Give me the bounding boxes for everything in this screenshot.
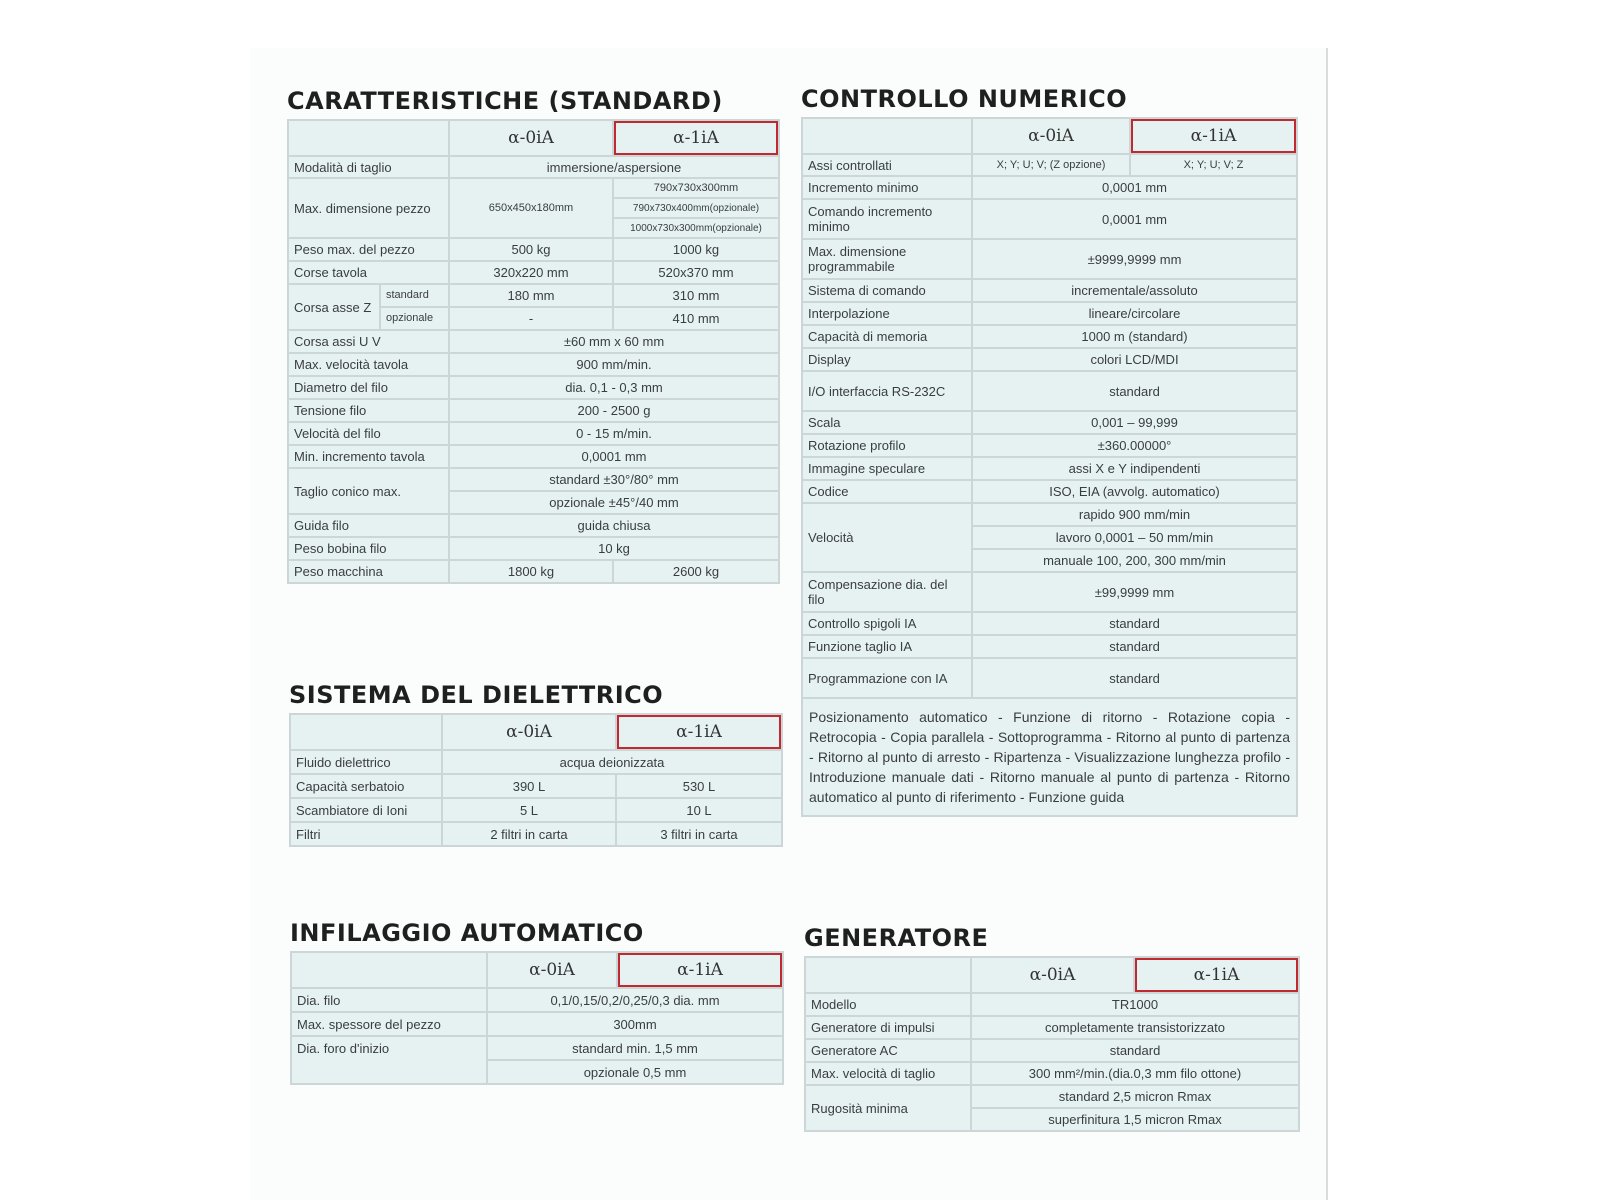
- row-value: ±99,9999 mm: [972, 572, 1297, 612]
- row-label: Max. dimensione programmabile: [802, 239, 972, 279]
- row-label: Diametro del filo: [288, 376, 449, 399]
- cell-model-b: 1000 kg: [613, 238, 779, 261]
- header-model-a: α-0iA: [442, 714, 616, 750]
- row-value: dia. 0,1 - 0,3 mm: [449, 376, 779, 399]
- row-sublabel: standard: [380, 284, 449, 307]
- row-sublabel: opzionale: [380, 307, 449, 330]
- cell-model-a: 180 mm: [449, 284, 613, 307]
- row-value: 0,0001 mm: [449, 445, 779, 468]
- row-label: Max. velocità di taglio: [805, 1062, 971, 1085]
- row-value: standard 2,5 micron Rmax: [971, 1085, 1299, 1108]
- features-note: Posizionamento automatico - Funzione di ritorno - Rotazione copia - Retrocopia - Copia parallela - Sottoprogramma - Ritorno al punto di partenza - Ritorno al punto di arresto - Ripartenza - Visualizzazione lunghezza profilo - Introduzione manuale dati - Ritorno manuale al punto di partenza - Ritorno automatico al punto di riferimento - Funzione guida: [802, 698, 1297, 816]
- cell-model-a: 500 kg: [449, 238, 613, 261]
- header-model-b-highlighted: α-1iA: [1134, 957, 1299, 993]
- cell-model-b: 530 L: [616, 774, 782, 798]
- row-value: 300 mm²/min.(dia.0,3 mm filo ottone): [971, 1062, 1299, 1085]
- page-edge-shadow: [1326, 48, 1328, 1200]
- section-infilaggio: [290, 918, 784, 1085]
- section-generatore: [804, 923, 1300, 1132]
- row-label: Velocità: [802, 503, 972, 572]
- row-label: Corsa assi U V: [288, 330, 449, 353]
- section-dielettrico: [289, 680, 783, 847]
- row-label: Comando incremento minimo: [802, 199, 972, 239]
- header-model-b-highlighted: α-1iA: [617, 952, 783, 988]
- cell-model-a: 5 L: [442, 798, 616, 822]
- spec-table: [801, 117, 1298, 817]
- header-model-a: α-0iA: [972, 118, 1130, 154]
- row-value: 0 - 15 m/min.: [449, 422, 779, 445]
- row-value: 900 mm/min.: [449, 353, 779, 376]
- cell-model-b: 790x730x400mm(opzionale): [613, 198, 779, 218]
- row-value: acqua deionizzata: [442, 750, 782, 774]
- row-value: ±360.00000°: [972, 434, 1297, 457]
- cell-model-a: 1800 kg: [449, 560, 613, 583]
- cell-model-b: 10 L: [616, 798, 782, 822]
- spec-table: [287, 119, 780, 584]
- row-value: 300mm: [487, 1012, 783, 1036]
- spec-table: [804, 956, 1300, 1132]
- header-model-a: α-0iA: [487, 952, 617, 988]
- cell-model-b: 520x370 mm: [613, 261, 779, 284]
- cell-model-b: 1000x730x300mm(opzionale): [613, 218, 779, 238]
- row-value: standard: [972, 635, 1297, 658]
- header-empty: [288, 120, 449, 156]
- row-label: Peso macchina: [288, 560, 449, 583]
- row-value: completamente transistorizzato: [971, 1016, 1299, 1039]
- row-label: Generatore AC: [805, 1039, 971, 1062]
- row-value: guida chiusa: [449, 514, 779, 537]
- header-model-b-highlighted: α-1iA: [616, 714, 782, 750]
- cell-model-a: X; Y; U; V; (Z opzione): [972, 154, 1130, 176]
- row-label: Dia. filo: [291, 988, 487, 1012]
- cell-model-b: 2600 kg: [613, 560, 779, 583]
- cell-model-a: -: [449, 307, 613, 330]
- row-value: 200 - 2500 g: [449, 399, 779, 422]
- row-value: colori LCD/MDI: [972, 348, 1297, 371]
- row-value: 1000 m (standard): [972, 325, 1297, 348]
- section-controllo-numerico: [801, 84, 1298, 817]
- cell-model-a: 2 filtri in carta: [442, 822, 616, 846]
- header-empty: [290, 714, 442, 750]
- row-label: Sistema di comando: [802, 279, 972, 302]
- row-value: standard: [972, 371, 1297, 411]
- row-label: Max. spessore del pezzo: [291, 1012, 487, 1036]
- row-label: Corsa asse Z: [288, 284, 380, 330]
- row-label: Rugosità minima: [805, 1085, 971, 1131]
- cell-model-a: 390 L: [442, 774, 616, 798]
- row-label: Corse tavola: [288, 261, 449, 284]
- cell-model-b: X; Y; U; V; Z: [1130, 154, 1297, 176]
- section-caratteristiche: [287, 86, 780, 584]
- row-value: 0,0001 mm: [972, 176, 1297, 199]
- row-value: 0,0001 mm: [972, 199, 1297, 239]
- row-label: Interpolazione: [802, 302, 972, 325]
- row-value: 0,1/0,15/0,2/0,25/0,3 dia. mm: [487, 988, 783, 1012]
- row-label: Fluido dielettrico: [290, 750, 442, 774]
- row-label: Peso max. del pezzo: [288, 238, 449, 261]
- section-title: INFILAGGIO AUTOMATICO: [290, 919, 644, 947]
- row-value: TR1000: [971, 993, 1299, 1016]
- row-label: Programmazione con IA: [802, 658, 972, 698]
- row-value: standard: [972, 658, 1297, 698]
- row-label: Peso bobina filo: [288, 537, 449, 560]
- cell-model-b: 3 filtri in carta: [616, 822, 782, 846]
- row-label: Max. velocità tavola: [288, 353, 449, 376]
- row-label: Modalità di taglio: [288, 156, 449, 178]
- row-label: Capacità serbatoio: [290, 774, 442, 798]
- row-label: Tensione filo: [288, 399, 449, 422]
- row-label: Incremento minimo: [802, 176, 972, 199]
- cell-model-b: 410 mm: [613, 307, 779, 330]
- row-value: manuale 100, 200, 300 mm/min: [972, 549, 1297, 572]
- row-value: 0,001 – 99,999: [972, 411, 1297, 434]
- row-label: Max. dimensione pezzo: [288, 178, 449, 238]
- row-label: Assi controllati: [802, 154, 972, 176]
- row-label: Modello: [805, 993, 971, 1016]
- row-label: Guida filo: [288, 514, 449, 537]
- header-empty: [805, 957, 971, 993]
- header-empty: [291, 952, 487, 988]
- cell-model-a: 650x450x180mm: [449, 178, 613, 238]
- row-label: Display: [802, 348, 972, 371]
- row-value: standard: [971, 1039, 1299, 1062]
- cell-model-b: 310 mm: [613, 284, 779, 307]
- row-label: Capacità di memoria: [802, 325, 972, 348]
- row-label: Min. incremento tavola: [288, 445, 449, 468]
- header-model-b-highlighted: α-1iA: [1130, 118, 1297, 154]
- section-title: GENERATORE: [804, 924, 989, 952]
- row-value: immersione/aspersione: [449, 156, 779, 178]
- row-label: Scala: [802, 411, 972, 434]
- cell-model-a: 320x220 mm: [449, 261, 613, 284]
- row-label: Funzione taglio IA: [802, 635, 972, 658]
- row-value: standard min. 1,5 mm: [487, 1036, 783, 1060]
- row-value: opzionale 0,5 mm: [487, 1060, 783, 1084]
- row-value: lineare/circolare: [972, 302, 1297, 325]
- row-value: rapido 900 mm/min: [972, 503, 1297, 526]
- header-model-a: α-0iA: [971, 957, 1134, 993]
- row-value: 10 kg: [449, 537, 779, 560]
- header-model-b-highlighted: α-1iA: [613, 120, 779, 156]
- row-label: Scambiatore di Ioni: [290, 798, 442, 822]
- row-value: opzionale ±45°/40 mm: [449, 491, 779, 514]
- cell-model-b: 790x730x300mm: [613, 178, 779, 198]
- row-value: assi X e Y indipendenti: [972, 457, 1297, 480]
- row-label: Generatore di impulsi: [805, 1016, 971, 1039]
- section-title: CONTROLLO NUMERICO: [801, 85, 1128, 113]
- row-value: ±60 mm x 60 mm: [449, 330, 779, 353]
- header-empty: [802, 118, 972, 154]
- row-label: Velocità del filo: [288, 422, 449, 445]
- row-value: incrementale/assoluto: [972, 279, 1297, 302]
- row-label: Immagine speculare: [802, 457, 972, 480]
- row-label: Compensazione dia. del filo: [802, 572, 972, 612]
- row-value: standard ±30°/80° mm: [449, 468, 779, 491]
- header-model-a: α-0iA: [449, 120, 613, 156]
- row-value: standard: [972, 612, 1297, 635]
- row-value: ±9999,9999 mm: [972, 239, 1297, 279]
- section-title: CARATTERISTICHE (STANDARD): [287, 87, 723, 115]
- spec-table: [290, 951, 784, 1085]
- spec-table: [289, 713, 783, 847]
- row-value: ISO, EIA (avvolg. automatico): [972, 480, 1297, 503]
- row-label: I/O interfaccia RS-232C: [802, 371, 972, 411]
- row-value: lavoro 0,0001 – 50 mm/min: [972, 526, 1297, 549]
- row-label: Controllo spigoli IA: [802, 612, 972, 635]
- row-label: Codice: [802, 480, 972, 503]
- section-title: SISTEMA DEL DIELETTRICO: [289, 681, 664, 709]
- row-label: Taglio conico max.: [288, 468, 449, 514]
- row-label: Filtri: [290, 822, 442, 846]
- row-label: Dia. foro d'inizio: [291, 1036, 487, 1084]
- row-label: Rotazione profilo: [802, 434, 972, 457]
- row-value: superfinitura 1,5 micron Rmax: [971, 1108, 1299, 1131]
